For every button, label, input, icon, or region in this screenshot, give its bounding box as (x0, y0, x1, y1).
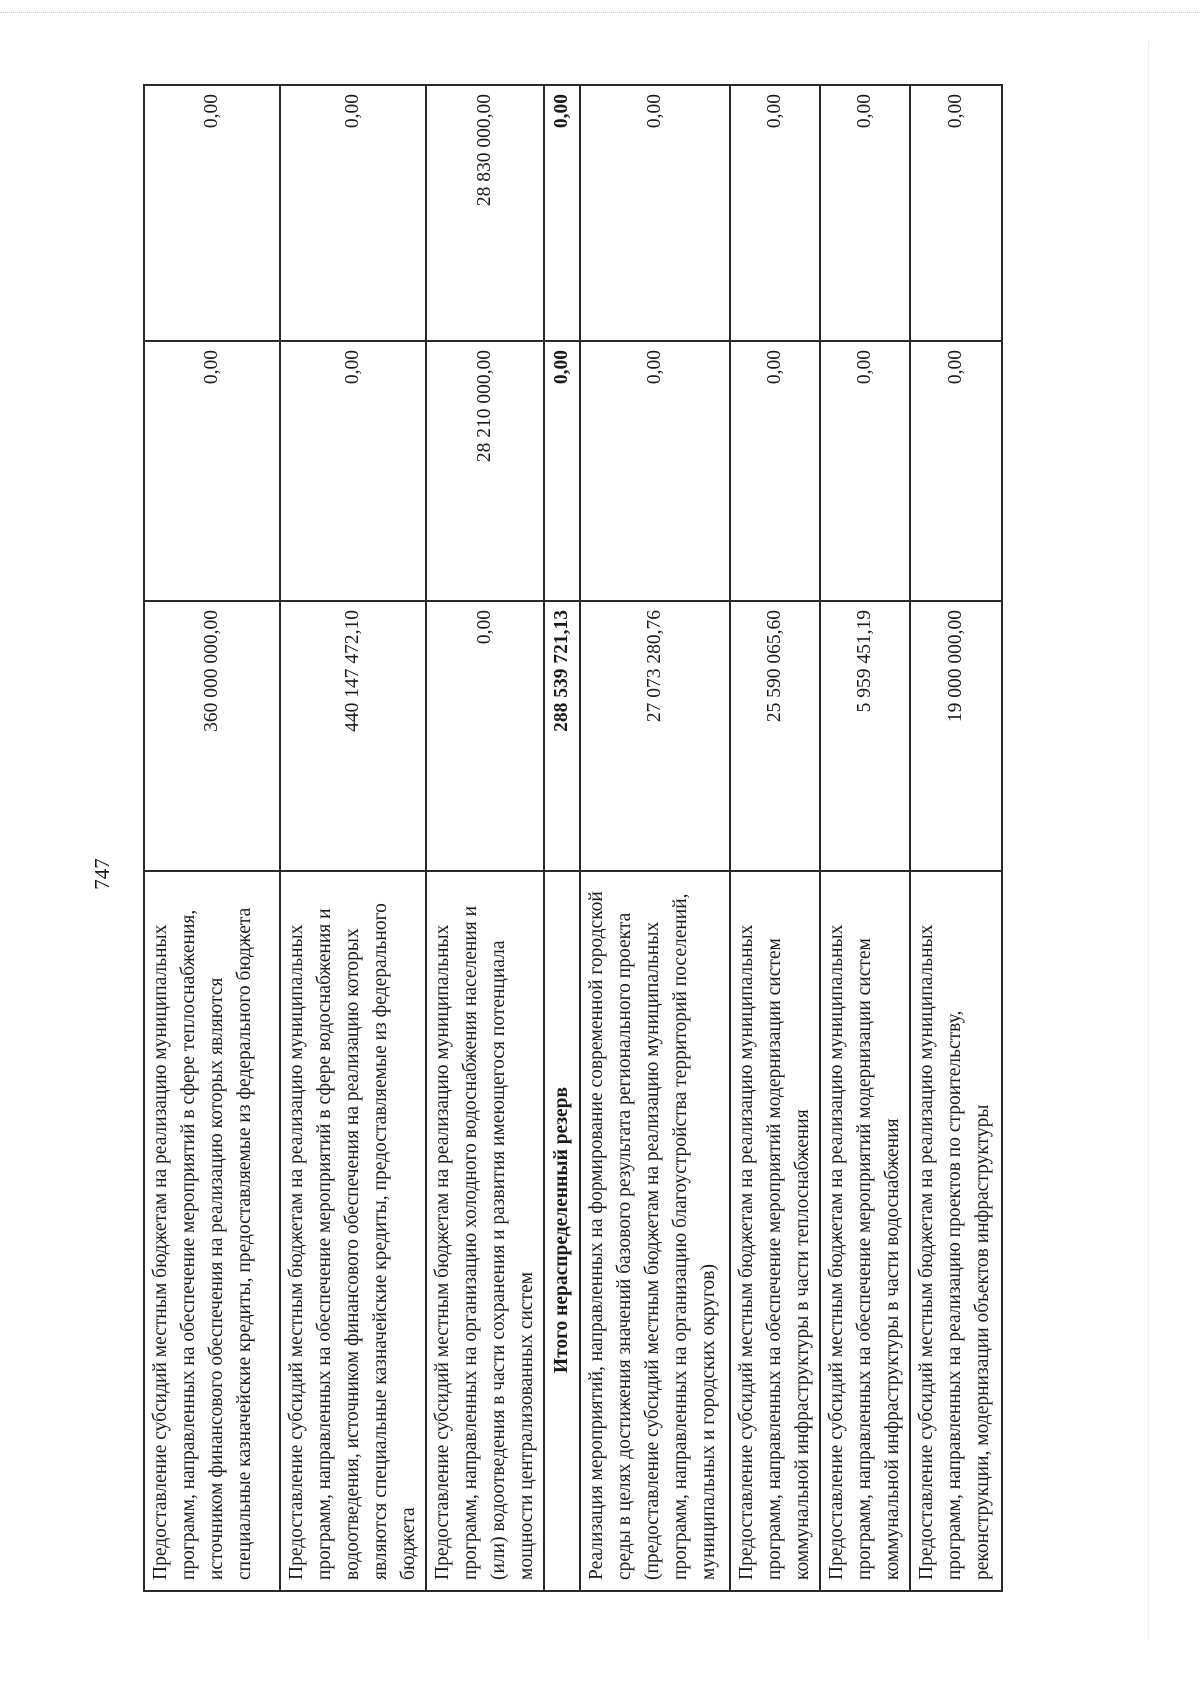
table-row (580, 85, 730, 1591)
value-cell-1: 5 959 451,19 (820, 601, 910, 871)
row-description: Предоставление субсидий местным бюджетам на реализацию муниципальных программ, направленных на обеспечение мероприятий в сфере водоснабжения и водоотведения, источником финансового обеспечения на реализацию которых являются специальные казначейские кредиты, предоставляемые из федерального бюджета (280, 871, 426, 1591)
table-row (426, 85, 544, 1591)
value-cell-1: 440 147 472,10 (280, 601, 426, 871)
row-description: Предоставление субсидий местным бюджетам на реализацию муниципальных программ, направленных на организацию холодного водоснабжения населения и (или) водоотведения в части сохранения и развития имеющегося потенциала мощности централизованных систем (426, 871, 544, 1591)
value-cell-1: 25 590 065,60 (730, 601, 820, 871)
value-cell-2: 0,00 (580, 341, 730, 601)
value-cell-1: 0,00 (426, 601, 544, 871)
scan-artifact-line (1148, 40, 1150, 1640)
row-description: Предоставление субсидий местным бюджетам на реализацию муниципальных программ, направленных на обеспечение мероприятий в сфере теплоснабжения, источником финансового обеспечения на реализацию которых являются специальные казначейские кредиты, предоставляемые из федерального бюджета (144, 871, 280, 1591)
value-cell-2: 0,00 (544, 341, 580, 601)
value-cell-1: 360 000 000,00 (144, 601, 280, 871)
rotated-table-container (143, 86, 1043, 1592)
row-description: Предоставление субсидий местным бюджетам на реализацию муниципальных программ, направленных на реализацию проектов по строительству, реконструкции, модернизации объектов инфраструктуры (910, 871, 1002, 1591)
value-cell-1: 27 073 280,76 (580, 601, 730, 871)
page-number: 747 (90, 858, 114, 890)
total-row (544, 85, 580, 1591)
value-cell-2: 28 210 000,00 (426, 341, 544, 601)
table-row (144, 85, 280, 1591)
value-cell-3: 0,00 (144, 85, 280, 341)
value-cell-2: 0,00 (910, 341, 1002, 601)
value-cell-1: 288 539 721,13 (544, 601, 580, 871)
value-cell-1: 19 000 000,00 (910, 601, 1002, 871)
value-cell-3: 0,00 (280, 85, 426, 341)
table-row (280, 85, 426, 1591)
row-description: Реализация мероприятий, направленных на формирование современной городской среды в целях достижения значений базового результата регионального проекта (предоставление субсидий местным бюджетам на реализацию муниципальных программ, направленных на организацию благоустройства территорий поселений, муниципальных и городских округов) (580, 871, 730, 1591)
scan-edge (0, 0, 1200, 13)
budget-table (143, 84, 1003, 1592)
value-cell-3: 0,00 (580, 85, 730, 341)
value-cell-2: 0,00 (280, 341, 426, 601)
value-cell-3: 0,00 (730, 85, 820, 341)
value-cell-3: 0,00 (910, 85, 1002, 341)
value-cell-2: 0,00 (730, 341, 820, 601)
value-cell-2: 0,00 (144, 341, 280, 601)
value-cell-3: 0,00 (820, 85, 910, 341)
row-description: Предоставление субсидий местным бюджетам на реализацию муниципальных программ, направленных на обеспечение мероприятий модернизации систем коммунальной инфраструктуры в части теплоснабжения (730, 871, 820, 1591)
value-cell-3: 0,00 (544, 85, 580, 341)
value-cell-2: 0,00 (820, 341, 910, 601)
table-row (910, 85, 1002, 1591)
row-description: Предоставление субсидий местным бюджетам на реализацию муниципальных программ, направленных на обеспечение мероприятий модернизации систем коммунальной инфраструктуры в части водоснабжения (820, 871, 910, 1591)
total-label: Итого нераспределенный резерв (544, 871, 580, 1591)
value-cell-3: 28 830 000,00 (426, 85, 544, 341)
table-row (730, 85, 820, 1591)
table-row (820, 85, 910, 1591)
